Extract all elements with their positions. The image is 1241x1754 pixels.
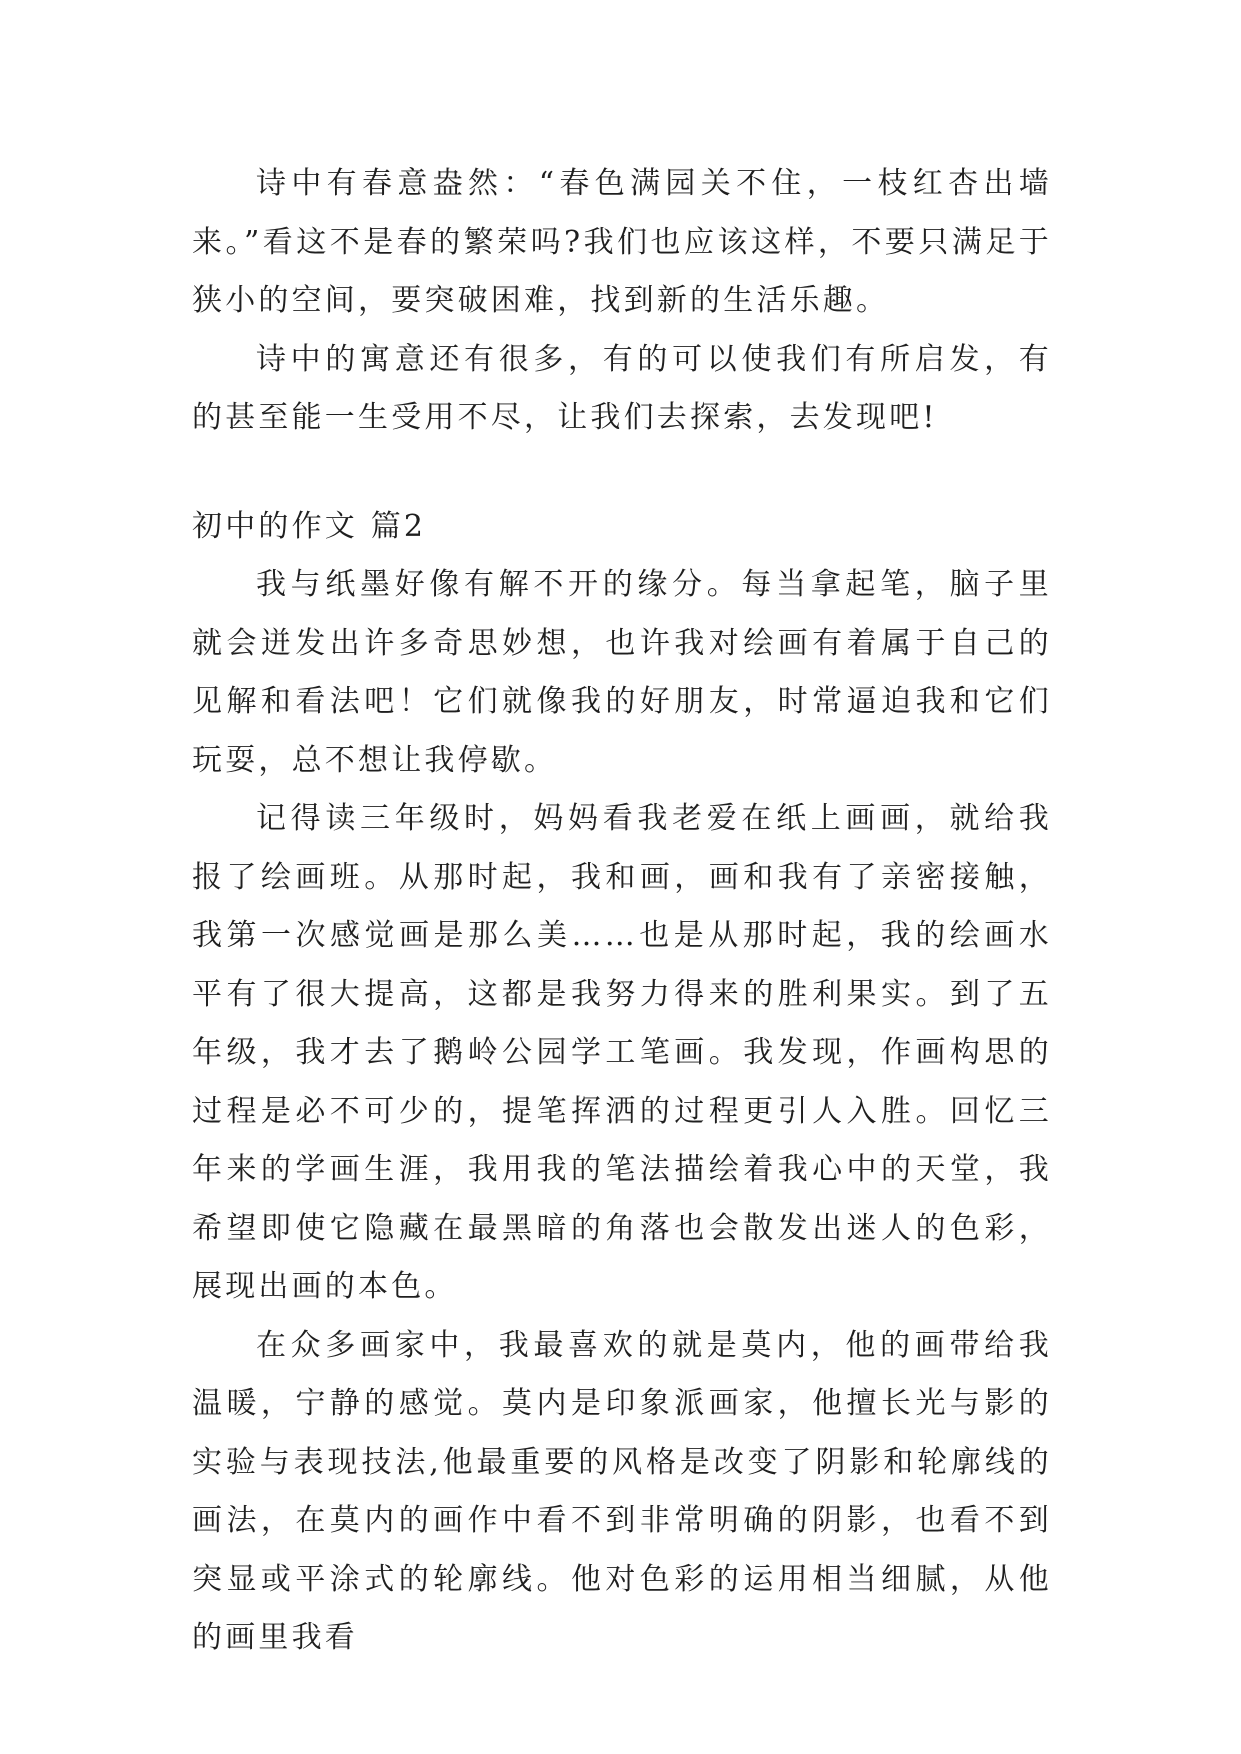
essay-title: 初中的作文 篇2 <box>192 508 427 544</box>
paragraph-poem-meaning: 诗中的寓意还有很多，有的可以使我们有所启发，有的甚至能一生受用不尽，让我们去探索，去发现吧! <box>192 341 1052 435</box>
paragraph-monet: 在众多画家中，我最喜欢的就是莫内，他的画带给我温暖，宁静的感觉。莫内是印象派画家，他擅长光与影的实验与表现技法,他最重要的风格是改变了阴影和轮廓线的画法，在莫内的画作中看不到非常明确的阴影，也看不到突显或平涂式的轮廓线。他对色彩的运用相当细腻，从他的画里我看 <box>192 1327 1052 1655</box>
paragraph-spring-poem: 诗中有春意盎然：“春色满园关不住，一枝红杏出墙来。”看这不是春的繁荣吗?我们也应该这样，不要只满足于狭小的空间，要突破困难，找到新的生活乐趣。 <box>192 166 1052 318</box>
paragraph-paper-ink: 我与纸墨好像有解不开的缘分。每当拿起笔，脑子里就会迸发出许多奇思妙想，也许我对绘画有着属于自己的见解和看法吧！它们就像我的好朋友，时常逼迫我和它们玩耍，总不想让我停歇。 <box>192 567 1052 778</box>
paragraph-painting-class: 记得读三年级时，妈妈看我老爱在纸上画画，就给我报了绘画班。从那时起，我和画，画和我有了亲密接触，我第一次感觉画是那么美……也是从那时起，我的绘画水平有了很大提高，这都是我努力得来的胜利果实。到了五年级，我才去了鹅岭公园学工笔画。我发现，作画构思的过程是必不可少的，提笔挥洒的过程更引人入胜。回忆三年来的学画生涯，我用我的笔法描绘着我心中的天堂，我希望即使它隐藏在最黑暗的角落也会散发出迷人的色彩，展现出画的本色。 <box>192 801 1052 1304</box>
document-body <box>192 155 1052 1668</box>
